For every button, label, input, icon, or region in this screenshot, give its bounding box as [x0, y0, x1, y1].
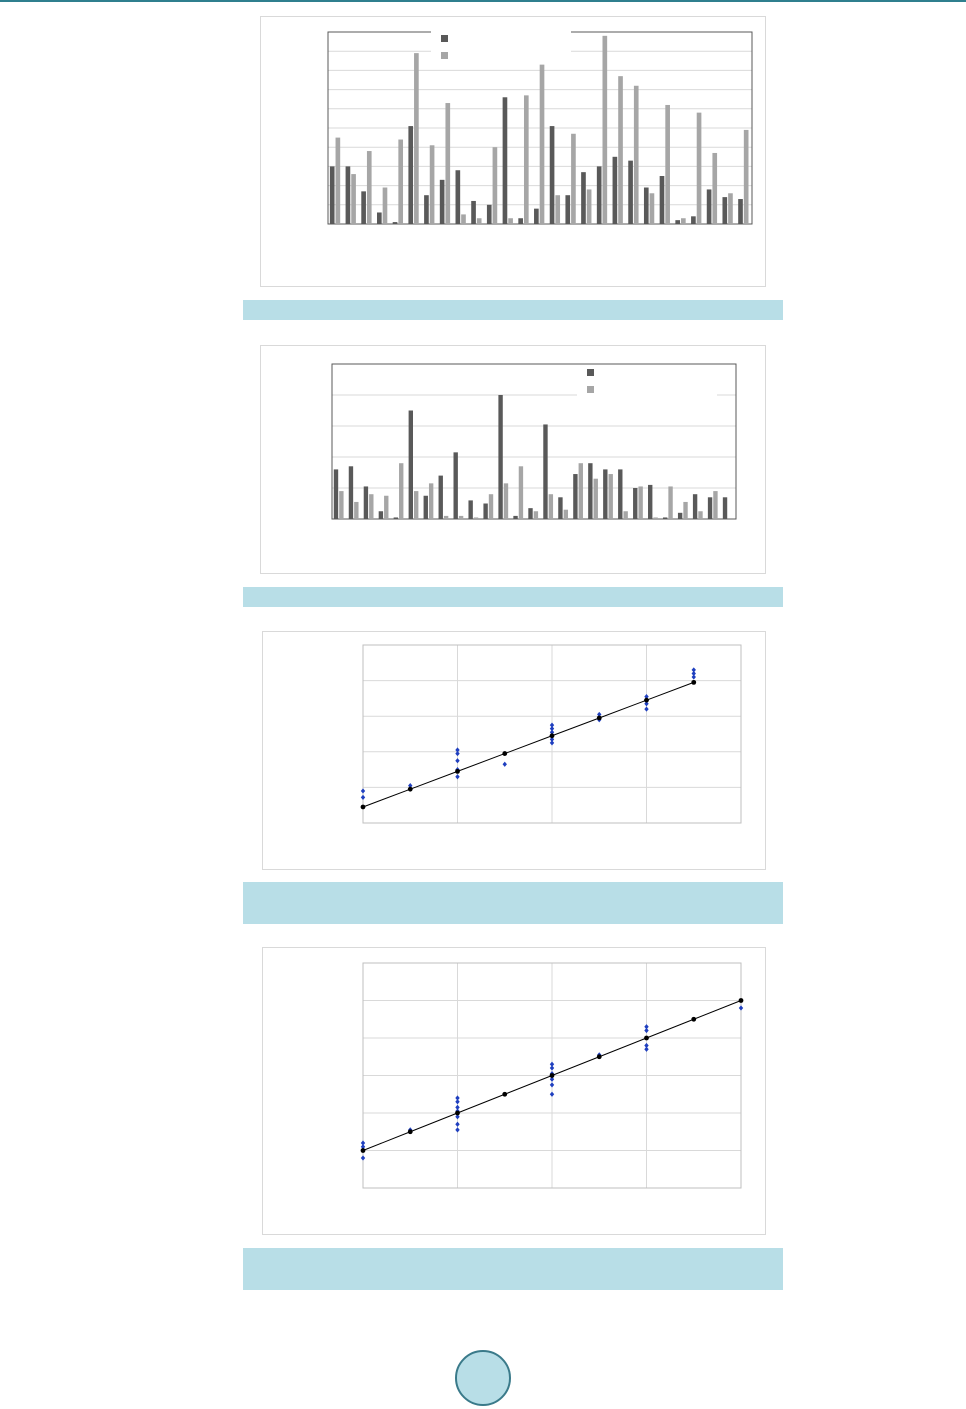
- bar-series-2: [728, 193, 733, 224]
- figure-2-bar-chart: [261, 346, 767, 575]
- bar-series-2: [713, 491, 717, 519]
- bar-series-1: [330, 166, 335, 224]
- bar-series-1: [644, 188, 649, 224]
- bar-series-1: [708, 497, 712, 519]
- bar-series-1: [394, 517, 398, 519]
- fit-line-marker: [455, 1111, 460, 1116]
- fit-line-marker: [455, 769, 460, 774]
- bar-series-2: [508, 218, 513, 224]
- data-point: [455, 1099, 459, 1104]
- bar-series-2: [459, 516, 463, 519]
- bar-series-1: [346, 166, 351, 224]
- bar-series-2: [445, 103, 450, 224]
- bar-series-2: [429, 483, 433, 519]
- bar-series-2: [383, 188, 388, 224]
- bar-series-2: [384, 496, 388, 519]
- bar-series-2: [653, 517, 657, 519]
- data-point: [692, 674, 696, 679]
- bar-series-2: [351, 174, 356, 224]
- bar-series-2: [594, 479, 598, 519]
- bar-series-1: [573, 474, 577, 519]
- fit-line-marker: [361, 1148, 366, 1153]
- bar-series-1: [456, 170, 461, 224]
- top-rule: [0, 0, 966, 2]
- bar-series-1: [498, 395, 502, 519]
- bar-series-2: [638, 486, 642, 519]
- bar-series-1: [424, 195, 429, 224]
- bar-series-1: [393, 222, 398, 224]
- bar-series-2: [444, 516, 448, 519]
- bar-series-2: [744, 130, 749, 224]
- data-point: [739, 1005, 743, 1010]
- data-point: [644, 706, 648, 711]
- fit-line-marker: [502, 1092, 507, 1097]
- data-point: [361, 1155, 365, 1160]
- bar-series-1: [439, 476, 443, 519]
- bar-series-1: [628, 161, 633, 224]
- bar-series-2: [668, 486, 672, 519]
- fit-line-marker: [597, 1054, 602, 1059]
- bar-series-2: [683, 502, 687, 519]
- bar-series-1: [722, 197, 727, 224]
- bar-series-1: [618, 469, 622, 519]
- bar-series-1: [691, 216, 696, 224]
- bar-series-1: [361, 191, 366, 224]
- bar-series-1: [648, 485, 652, 519]
- bar-series-2: [414, 491, 418, 519]
- bar-series-2: [493, 147, 498, 224]
- legend-marker-series-1: [587, 369, 594, 376]
- bar-series-2: [504, 483, 508, 519]
- bar-series-1: [565, 195, 570, 224]
- fit-line: [363, 682, 694, 807]
- page-number-badge: [455, 1350, 511, 1406]
- data-point: [455, 758, 459, 763]
- bar-series-2: [354, 502, 358, 519]
- bar-series-1: [408, 126, 413, 224]
- fit-line-marker: [691, 680, 696, 685]
- bar-series-2: [461, 214, 466, 224]
- bar-series-1: [471, 201, 476, 224]
- bar-series-2: [571, 134, 576, 224]
- fit-line-marker: [550, 1073, 555, 1078]
- legend-box: [431, 31, 571, 69]
- bar-series-2: [697, 113, 702, 224]
- legend-marker-series-1: [441, 35, 448, 42]
- figure-4-caption: [243, 1248, 783, 1290]
- bar-series-2: [430, 145, 435, 224]
- bar-series-1: [613, 157, 618, 224]
- bar-series-1: [633, 488, 637, 519]
- bar-series-1: [440, 180, 445, 224]
- bar-series-1: [558, 497, 562, 519]
- bar-series-1: [334, 469, 338, 519]
- bar-series-1: [707, 189, 712, 224]
- bar-series-1: [550, 126, 555, 224]
- legend-box: [577, 365, 717, 403]
- data-point: [455, 774, 459, 779]
- legend-marker-series-2: [587, 386, 594, 393]
- bar-series-1: [597, 166, 602, 224]
- figure-1-bar-chart: [261, 17, 767, 288]
- fit-line-marker: [597, 716, 602, 721]
- bar-series-1: [487, 205, 492, 224]
- bar-series-1: [424, 496, 428, 519]
- bar-series-1: [675, 220, 680, 224]
- bar-series-1: [364, 486, 368, 519]
- figure-2-frame: [260, 345, 766, 574]
- bar-series-1: [534, 209, 539, 224]
- bar-series-2: [398, 140, 403, 224]
- bar-series-2: [650, 193, 655, 224]
- bar-series-2: [474, 517, 478, 519]
- figure-3-scatter-chart: [263, 632, 767, 871]
- fit-line-marker: [361, 805, 366, 810]
- figure-3-caption: [243, 882, 783, 924]
- data-point: [361, 788, 365, 793]
- fit-line-marker: [550, 733, 555, 738]
- bar-series-2: [519, 466, 523, 519]
- fit-line-marker: [691, 1017, 696, 1022]
- bar-series-2: [712, 153, 717, 224]
- bar-series-1: [409, 411, 413, 520]
- bar-series-2: [681, 218, 686, 224]
- bar-series-2: [367, 151, 372, 224]
- data-point: [550, 1065, 554, 1070]
- bar-series-1: [518, 218, 523, 224]
- fit-line-marker: [739, 998, 744, 1003]
- bar-series-1: [503, 97, 508, 224]
- bar-series-1: [543, 424, 547, 519]
- fit-line-marker: [644, 698, 649, 703]
- bar-series-1: [379, 511, 383, 519]
- bar-series-2: [399, 463, 403, 519]
- bar-series-2: [665, 105, 670, 224]
- figure-2-caption: [243, 587, 783, 607]
- figure-4-frame: [262, 947, 766, 1235]
- bar-series-2: [339, 491, 343, 519]
- data-point: [644, 1047, 648, 1052]
- bar-series-2: [564, 510, 568, 519]
- bar-series-1: [483, 504, 487, 520]
- data-point: [550, 1082, 554, 1087]
- bar-series-2: [618, 76, 623, 224]
- fit-line-marker: [644, 1036, 649, 1041]
- bar-series-2: [369, 494, 373, 519]
- fit-line-marker: [408, 1129, 413, 1134]
- bar-series-1: [468, 500, 472, 519]
- fit-line-marker: [408, 787, 413, 792]
- figure-4-scatter-chart: [263, 948, 767, 1236]
- bar-series-2: [555, 195, 560, 224]
- bar-series-1: [377, 212, 382, 224]
- bar-series-2: [698, 511, 702, 519]
- bar-series-2: [534, 511, 538, 519]
- data-point: [550, 740, 554, 745]
- bar-series-1: [678, 513, 682, 519]
- bar-series-2: [414, 53, 419, 224]
- figure-1-caption: [243, 300, 783, 320]
- bar-series-1: [693, 494, 697, 519]
- bar-series-2: [587, 189, 592, 224]
- bar-series-2: [579, 463, 583, 519]
- figure-1-frame: [260, 16, 766, 287]
- bar-series-1: [738, 199, 743, 224]
- bar-series-2: [477, 218, 482, 224]
- bar-series-2: [489, 494, 493, 519]
- bar-series-1: [581, 172, 586, 224]
- bar-series-1: [663, 517, 667, 519]
- bar-series-2: [634, 86, 639, 224]
- bar-series-1: [453, 452, 457, 519]
- data-point: [455, 1122, 459, 1127]
- bar-series-2: [540, 65, 545, 224]
- bar-series-1: [349, 466, 353, 519]
- bar-series-2: [623, 511, 627, 519]
- bar-series-1: [723, 497, 727, 519]
- bar-series-2: [603, 36, 608, 224]
- bar-series-1: [513, 516, 517, 519]
- legend-marker-series-2: [441, 52, 448, 59]
- data-point: [503, 762, 507, 767]
- bar-series-2: [549, 494, 553, 519]
- figure-3-frame: [262, 631, 766, 870]
- bar-series-1: [660, 176, 665, 224]
- bar-series-2: [336, 138, 341, 224]
- data-point: [455, 1127, 459, 1132]
- bar-series-2: [524, 95, 529, 224]
- data-point: [550, 1092, 554, 1097]
- data-point: [361, 795, 365, 800]
- fit-line-marker: [502, 751, 507, 756]
- bar-series-2: [609, 474, 613, 519]
- bar-series-1: [588, 463, 592, 519]
- data-point: [644, 1028, 648, 1033]
- bar-series-1: [603, 469, 607, 519]
- bar-series-1: [528, 508, 532, 519]
